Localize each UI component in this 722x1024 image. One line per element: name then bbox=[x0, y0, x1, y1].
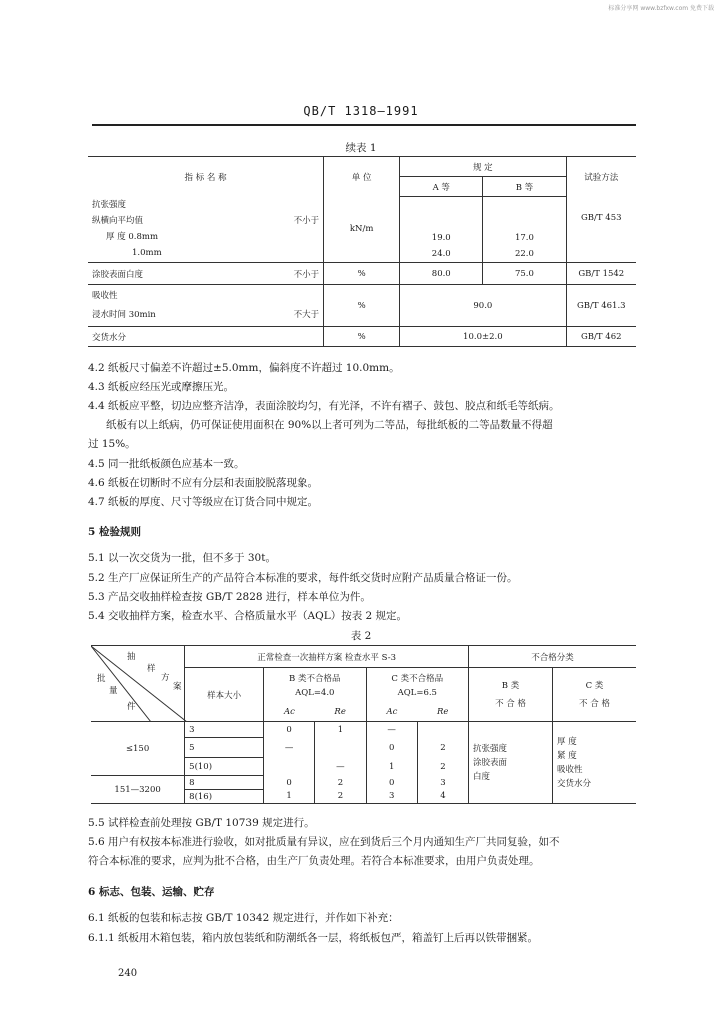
t1-cell-a: 80.0 bbox=[400, 263, 483, 285]
t1-cell-method: GB/T 462 bbox=[566, 327, 636, 347]
para-5-6: 5.6 用户有权按本标准进行验收，如对批质量有异议，应在到货后三个月内通知生产厂共同复验，如不 bbox=[88, 836, 560, 848]
t2-text: B 类 bbox=[501, 680, 520, 691]
t2-cell: 3 bbox=[366, 790, 417, 804]
t2-citems bbox=[553, 722, 637, 804]
t2-text: 吸收性 bbox=[557, 764, 583, 775]
t2-corner-char: 样 bbox=[147, 664, 156, 674]
t2-cclass bbox=[366, 668, 469, 704]
t1-cell-text: 纵横向平均值 bbox=[92, 216, 144, 227]
t2-cell bbox=[417, 722, 468, 738]
para-4-4-cont: 纸板有以上纸病，仍可保证使用面积在 90%以上者可列为二等品，每批纸板的二等品数量不得超 bbox=[106, 419, 553, 431]
t2-plan: 正常检查一次抽样方案 检查水平 S-3 bbox=[185, 646, 469, 668]
t2-cell: 8(16) bbox=[185, 790, 264, 804]
t1-cell-line bbox=[92, 306, 319, 325]
t1-header-name: 指 标 名 称 bbox=[88, 157, 324, 197]
para-4-5: 4.5 同一批纸板颜色应基本一致。 bbox=[88, 458, 245, 470]
para-5-2: 5.2 生产厂应保证所生产的产品符合本标准的要求，每件纸交货时应附产品质量合格证一份。 bbox=[88, 572, 518, 584]
t1-cell-text: 抗张强度 bbox=[92, 200, 127, 211]
t1-row-tensile bbox=[88, 197, 324, 263]
t2-text: 厚 度 bbox=[557, 736, 577, 747]
t2-cell: 0 bbox=[264, 722, 315, 738]
table2-caption: 表 2 bbox=[350, 630, 372, 642]
t1-header-method: 试验方法 bbox=[566, 157, 636, 197]
t1-cell-ab: 10.0±2.0 bbox=[400, 327, 566, 347]
t2-cell: 5 bbox=[185, 738, 264, 758]
para-5-3: 5.3 产品交收抽样检查按 GB/T 2828 进行，样本单位为件。 bbox=[88, 591, 371, 603]
t1-cell-qual: 不小于 bbox=[293, 269, 320, 280]
t2-b-ac: Ac bbox=[264, 704, 315, 722]
t1-cell-text: 19.0 bbox=[431, 233, 451, 243]
t2-text: 白度 bbox=[473, 771, 491, 782]
t2-sample: 样本大小 bbox=[185, 668, 264, 722]
t2-c-ac: Ac bbox=[366, 704, 417, 722]
t1-header-unit: 单 位 bbox=[324, 157, 400, 197]
t1-row-whiteness bbox=[88, 263, 324, 285]
t2-cell: 3 bbox=[417, 776, 468, 790]
t2-c-re: Re bbox=[417, 704, 468, 722]
t2-cell: 2 bbox=[315, 790, 366, 804]
para-4-7: 4.7 纸板的厚度、尺寸等级应在订货合同中规定。 bbox=[88, 496, 319, 508]
t2-lot1: ≤150 bbox=[91, 722, 185, 776]
header-rule bbox=[92, 124, 636, 126]
t1-cell-qual: 不小于 bbox=[293, 216, 320, 227]
para-6-1-1: 6.1.1 纸板用木箱包装，箱内放包装纸和防潮纸各一层，将纸板包严，箱盖钉上后再以铁带捆紧。 bbox=[88, 932, 539, 944]
para-5-4: 5.4 交收抽样方案，检查水平、合格质量水平（AQL）按表 2 规定。 bbox=[88, 610, 408, 622]
t2-bcat bbox=[469, 668, 553, 722]
t2-cell bbox=[315, 738, 366, 758]
para-6-1: 6.1 纸板的包装和标志按 GB/T 10342 规定进行，并作如下补充： bbox=[88, 912, 399, 924]
t2-corner bbox=[91, 646, 185, 722]
t2-corner-char: 批 bbox=[97, 674, 106, 684]
t1-cell-text: 厚 度 0.8mm bbox=[106, 232, 159, 243]
t2-corner-char: 方 bbox=[161, 673, 170, 683]
t2-text: B 类不合格品 bbox=[289, 673, 341, 684]
table1-caption: 续表 1 bbox=[345, 142, 377, 154]
t1-header-b: B 等 bbox=[483, 177, 566, 197]
t1-cell-text: 浸水时间 30min bbox=[92, 309, 156, 320]
t2-cell: 2 bbox=[417, 738, 468, 758]
t2-unq: 不合格分类 bbox=[469, 646, 636, 668]
t1-cell-text: 涂胶表面白度 bbox=[92, 269, 144, 280]
t1-cell-qual: 不大于 bbox=[293, 309, 320, 320]
t2-cell: 3 bbox=[185, 722, 264, 738]
t1-cell-method: GB/T 461.3 bbox=[566, 285, 636, 327]
section-5-title: 5 检验规则 bbox=[88, 526, 141, 538]
t2-corner-char: 案 bbox=[173, 682, 182, 692]
t2-cell: 0 bbox=[366, 738, 417, 758]
t1-cell-line bbox=[92, 213, 319, 229]
para-4-4: 4.4 纸板应平整，切边应整齐洁净，表面涂胶均匀，有光泽，不许有褶子、鼓包、胶点和纸毛等纸病。 bbox=[88, 400, 560, 412]
t1-cell-method: GB/T 453 bbox=[566, 197, 636, 263]
page-number: 240 bbox=[118, 968, 138, 979]
t2-cell: 1 bbox=[315, 722, 366, 738]
t1-cell-text: 22.0 bbox=[514, 249, 534, 259]
t1-cell-text: 1.0mm bbox=[132, 248, 162, 259]
t2-corner-char: 量 bbox=[109, 686, 118, 696]
t1-row-absorb bbox=[88, 285, 324, 327]
para-4-4-cont2: 过 15%。 bbox=[88, 438, 136, 450]
t2-cell: — bbox=[366, 722, 417, 738]
t1-cell-text: 17.0 bbox=[514, 233, 534, 243]
t1-cell-ab: 90.0 bbox=[400, 285, 566, 327]
t2-text: AQL=6.5 bbox=[397, 687, 437, 698]
t2-cell: — bbox=[264, 738, 315, 758]
para-5-5: 5.5 试样检查前处理按 GB/T 10739 规定进行。 bbox=[88, 817, 315, 829]
t2-text: C 类不合格品 bbox=[391, 673, 444, 684]
t1-header-a: A 等 bbox=[400, 177, 483, 197]
t2-b-re: Re bbox=[315, 704, 366, 722]
t1-cell-b bbox=[483, 197, 566, 263]
para-5-6-cont: 符合本标准的要求，应判为批不合格，由生产厂负责处理。若符合本标准要求，由用户负责处理。 bbox=[88, 855, 540, 867]
t2-cell: 1 bbox=[264, 790, 315, 804]
t2-text: 交货水分 bbox=[557, 778, 592, 789]
t2-cell: 8 bbox=[185, 776, 264, 790]
para-4-6: 4.6 纸板在切断时不应有分层和表面胶脱落现象。 bbox=[88, 477, 319, 489]
t1-cell-text: 24.0 bbox=[431, 249, 451, 259]
t1-cell-text: 吸收性 bbox=[92, 290, 118, 301]
t2-text: C 类 bbox=[585, 680, 604, 691]
t2-cell: 4 bbox=[417, 790, 468, 804]
t2-text: 抗张强度 bbox=[473, 743, 508, 754]
t2-text: 不 合 格 bbox=[495, 698, 526, 709]
t2-corner-char: 抽 bbox=[127, 652, 136, 662]
t2-ccat bbox=[553, 668, 637, 722]
table1 bbox=[88, 156, 636, 347]
para-4-3: 4.3 纸板应经压光或摩擦压光。 bbox=[88, 381, 235, 393]
t2-bclass bbox=[264, 668, 367, 704]
t1-cell-a bbox=[400, 197, 483, 263]
t1-cell-unit: % bbox=[324, 285, 400, 327]
t2-cell bbox=[264, 758, 315, 776]
t2-bitems bbox=[469, 722, 553, 804]
t2-cell: 0 bbox=[366, 776, 417, 790]
standard-number: QB/T 1318—1991 bbox=[303, 104, 419, 118]
watermark: 标准分享网 www.bzfxw.com 免费下载 bbox=[608, 5, 714, 12]
t2-lot2: 151—3200 bbox=[91, 776, 185, 804]
t2-cell: 5(10) bbox=[185, 758, 264, 776]
t1-header-spec: 规 定 bbox=[400, 157, 566, 177]
t1-cell-unit: % bbox=[324, 327, 400, 347]
t1-row-moisture: 交货水分 bbox=[88, 327, 324, 347]
t2-text: 涂胶表面 bbox=[473, 757, 508, 768]
t2-text: 不 合 格 bbox=[579, 698, 610, 709]
t1-cell-unit: % bbox=[324, 263, 400, 285]
t2-text: 紧 度 bbox=[557, 750, 577, 761]
t2-cell: 0 bbox=[264, 776, 315, 790]
t2-cell: — bbox=[315, 758, 366, 776]
t1-cell-b: 75.0 bbox=[483, 263, 566, 285]
table2 bbox=[91, 645, 636, 804]
t2-cell: 1 bbox=[366, 758, 417, 776]
t2-cell: 2 bbox=[417, 758, 468, 776]
t1-cell-method: GB/T 1542 bbox=[566, 263, 636, 285]
t2-corner-char: 件 bbox=[127, 702, 136, 712]
para-5-1: 5.1 以一次交货为一批，但不多于 30t。 bbox=[88, 552, 276, 564]
para-4-2: 4.2 纸板尺寸偏差不许超过±5.0mm，偏斜度不许超过 10.0mm。 bbox=[88, 362, 400, 374]
t2-text: AQL=4.0 bbox=[295, 687, 335, 698]
t1-cell-unit: kN/m bbox=[324, 197, 400, 263]
t1-cell-line bbox=[92, 268, 319, 280]
section-6-title: 6 标志、包装、运输、贮存 bbox=[88, 886, 215, 898]
t2-cell: 2 bbox=[315, 776, 366, 790]
